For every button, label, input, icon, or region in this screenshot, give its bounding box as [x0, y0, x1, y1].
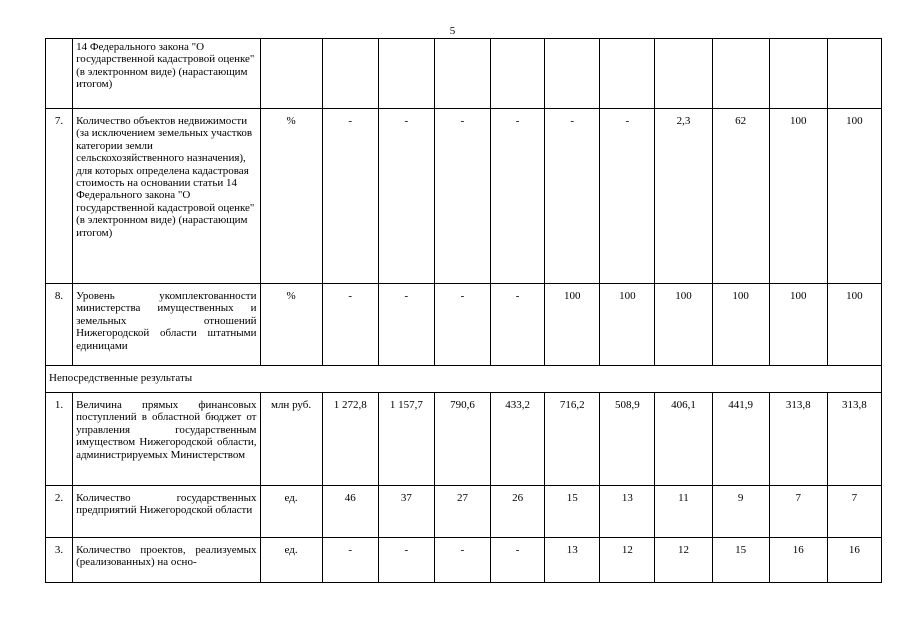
value-cell: 2,3 — [655, 109, 712, 284]
table-row — [46, 393, 882, 486]
value-cell: - — [322, 284, 378, 366]
value-cell: - — [434, 284, 490, 366]
value-cell: 100 — [827, 109, 881, 284]
unit-cell: % — [260, 284, 322, 366]
value-cell: 100 — [769, 284, 827, 366]
unit-cell — [260, 39, 322, 109]
value-cell: 37 — [378, 486, 434, 538]
value-cell — [378, 39, 434, 109]
value-cell: 1 157,7 — [378, 393, 434, 486]
section-row — [46, 366, 882, 393]
row-index: 2. — [46, 486, 73, 538]
value-cell: 9 — [712, 486, 769, 538]
value-cell: 13 — [545, 538, 600, 583]
table-body — [46, 39, 882, 583]
value-cell: 100 — [827, 284, 881, 366]
value-cell: 26 — [491, 486, 545, 538]
value-cell: 16 — [769, 538, 827, 583]
value-cell: 433,2 — [491, 393, 545, 486]
row-index — [46, 39, 73, 109]
unit-cell: млн руб. — [260, 393, 322, 486]
value-cell — [545, 39, 600, 109]
indicator-name: Количество государственных предприятий Нижегородской области — [73, 486, 260, 538]
indicator-name: Количество проектов, реализуемых (реализованных) на осно- — [73, 538, 260, 583]
value-cell: 46 — [322, 486, 378, 538]
unit-cell: ед. — [260, 486, 322, 538]
value-cell: 100 — [600, 284, 655, 366]
value-cell: 508,9 — [600, 393, 655, 486]
value-cell: - — [322, 538, 378, 583]
value-cell: - — [434, 538, 490, 583]
value-cell — [600, 39, 655, 109]
value-cell: 16 — [827, 538, 881, 583]
value-cell: 100 — [655, 284, 712, 366]
value-cell: - — [378, 538, 434, 583]
value-cell: 12 — [655, 538, 712, 583]
indicator-name: Уровень укомплектованности министерства имущественных и земельных отношений Нижегородской области штатными единицами — [73, 284, 260, 366]
value-cell: 441,9 — [712, 393, 769, 486]
table-row — [46, 39, 882, 109]
value-cell — [434, 39, 490, 109]
value-cell: - — [545, 109, 600, 284]
value-cell — [827, 39, 881, 109]
value-cell — [491, 39, 545, 109]
table-row — [46, 284, 882, 366]
value-cell: 7 — [769, 486, 827, 538]
indicators-table — [45, 38, 882, 583]
table-row — [46, 109, 882, 284]
value-cell: - — [600, 109, 655, 284]
value-cell: 7 — [827, 486, 881, 538]
row-index: 7. — [46, 109, 73, 284]
row-index: 3. — [46, 538, 73, 583]
indicator-name: 14 Федерального закона "О государственной кадастровой оценке" (в электронном виде) (нарастающим итогом) — [73, 39, 260, 109]
value-cell: 13 — [600, 486, 655, 538]
value-cell — [769, 39, 827, 109]
row-index: 1. — [46, 393, 73, 486]
value-cell: 27 — [434, 486, 490, 538]
value-cell — [655, 39, 712, 109]
value-cell: - — [491, 284, 545, 366]
value-cell: - — [491, 109, 545, 284]
value-cell: 313,8 — [769, 393, 827, 486]
value-cell: 12 — [600, 538, 655, 583]
table-row — [46, 486, 882, 538]
value-cell: - — [378, 284, 434, 366]
value-cell: 100 — [712, 284, 769, 366]
section-title: Непосредственные результаты — [46, 366, 882, 393]
unit-cell: ед. — [260, 538, 322, 583]
value-cell: 15 — [712, 538, 769, 583]
value-cell: 11 — [655, 486, 712, 538]
value-cell: 15 — [545, 486, 600, 538]
value-cell: - — [434, 109, 490, 284]
value-cell: 62 — [712, 109, 769, 284]
value-cell: 100 — [769, 109, 827, 284]
value-cell: 1 272,8 — [322, 393, 378, 486]
value-cell: - — [322, 109, 378, 284]
value-cell: 406,1 — [655, 393, 712, 486]
row-index: 8. — [46, 284, 73, 366]
value-cell: - — [378, 109, 434, 284]
table-row — [46, 538, 882, 583]
value-cell — [322, 39, 378, 109]
value-cell: 716,2 — [545, 393, 600, 486]
unit-cell: % — [260, 109, 322, 284]
value-cell — [712, 39, 769, 109]
indicator-name: Величина прямых финансовых поступлений в областной бюджет от управления государственным имуществом Нижегородской области, администрируемых Министерством — [73, 393, 260, 486]
value-cell: 790,6 — [434, 393, 490, 486]
value-cell: 313,8 — [827, 393, 881, 486]
value-cell: - — [491, 538, 545, 583]
indicator-name: Количество объектов недвижимости (за исключением земельных участков категории земли сельскохозяйственного назначения), для которых определена кадастровая стоимость на основании статьи 14 Федерального закона "О государственной кадастровой оценке" (в электронном виде) (нарастающим итогом) — [73, 109, 260, 284]
page-number: 5 — [449, 25, 456, 37]
value-cell: 100 — [545, 284, 600, 366]
